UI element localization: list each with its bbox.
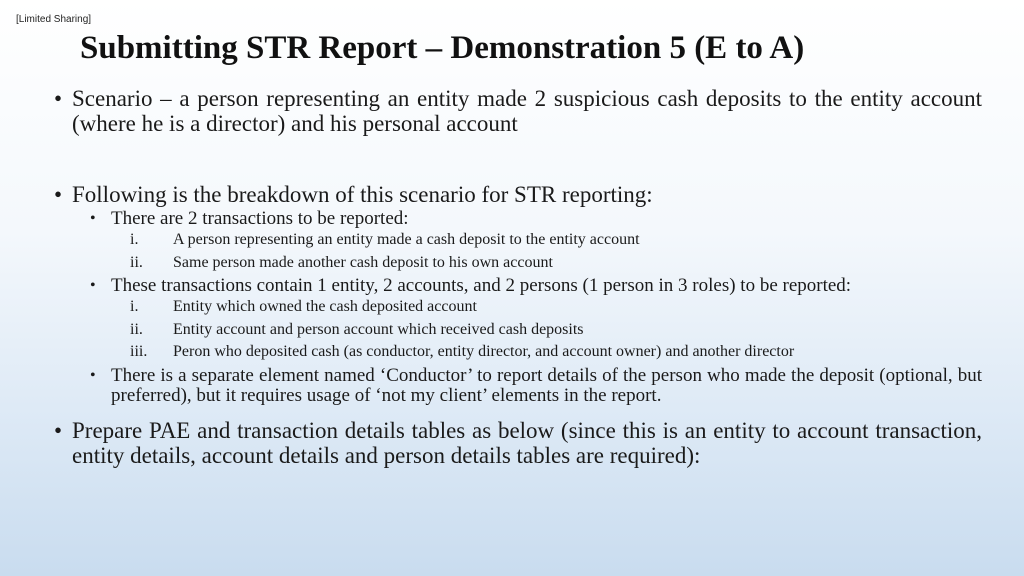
list-item-number: ii. xyxy=(130,320,143,338)
transactions-list xyxy=(52,229,982,274)
list-item-number: ii. xyxy=(130,253,143,271)
bullet-scenario: • Scenario – a person representing an entity made 2 suspicious cash deposits to the entity account (where he is a director) and his personal account xyxy=(52,86,982,136)
list-item-number: i. xyxy=(130,231,139,248)
contents-list xyxy=(52,296,982,364)
list-item-text: Same person made another cash deposit to his own account xyxy=(173,253,553,271)
list-item-text: A person representing an entity made a cash deposit to the entity account xyxy=(173,231,640,248)
sub-bullet-contents: • These transactions contain 1 entity, 2 accounts, and 2 persons (1 person in 3 roles) to be reported: xyxy=(52,276,982,296)
bullet-prepare: • Prepare PAE and transaction details tables as below (since this is an entity to account transaction, entity details, account details and person details tables are required): xyxy=(52,418,982,468)
list-item-text: Entity which owned the cash deposited account xyxy=(173,298,477,315)
slide-title: Submitting STR Report – Demonstration 5 (E to A) xyxy=(80,30,805,66)
list-item xyxy=(52,319,982,342)
list-item-text: Entity account and person account which received cash deposits xyxy=(173,320,584,338)
sub-bullet-transactions: • There are 2 transactions to be reported: xyxy=(52,209,982,229)
list-item xyxy=(52,252,982,275)
sub-bullet-conductor: • There is a separate element named ‘Conductor’ to report details of the person who made the deposit (optional, but preferred), but it requires usage of ‘not my client’ elements in the report. xyxy=(52,366,982,406)
list-item-text: Peron who deposited cash (as conductor, entity director, and account owner) and another director xyxy=(173,343,795,360)
list-item-number: iii. xyxy=(130,343,148,360)
list-item xyxy=(52,229,982,252)
bullet-breakdown: • Following is the breakdown of this scenario for STR reporting: xyxy=(52,182,982,207)
limited-sharing-tag: [Limited Sharing] xyxy=(16,14,92,25)
list-item xyxy=(52,341,982,364)
list-item xyxy=(52,296,982,319)
slide-content xyxy=(52,86,982,468)
list-item-number: i. xyxy=(130,298,139,315)
